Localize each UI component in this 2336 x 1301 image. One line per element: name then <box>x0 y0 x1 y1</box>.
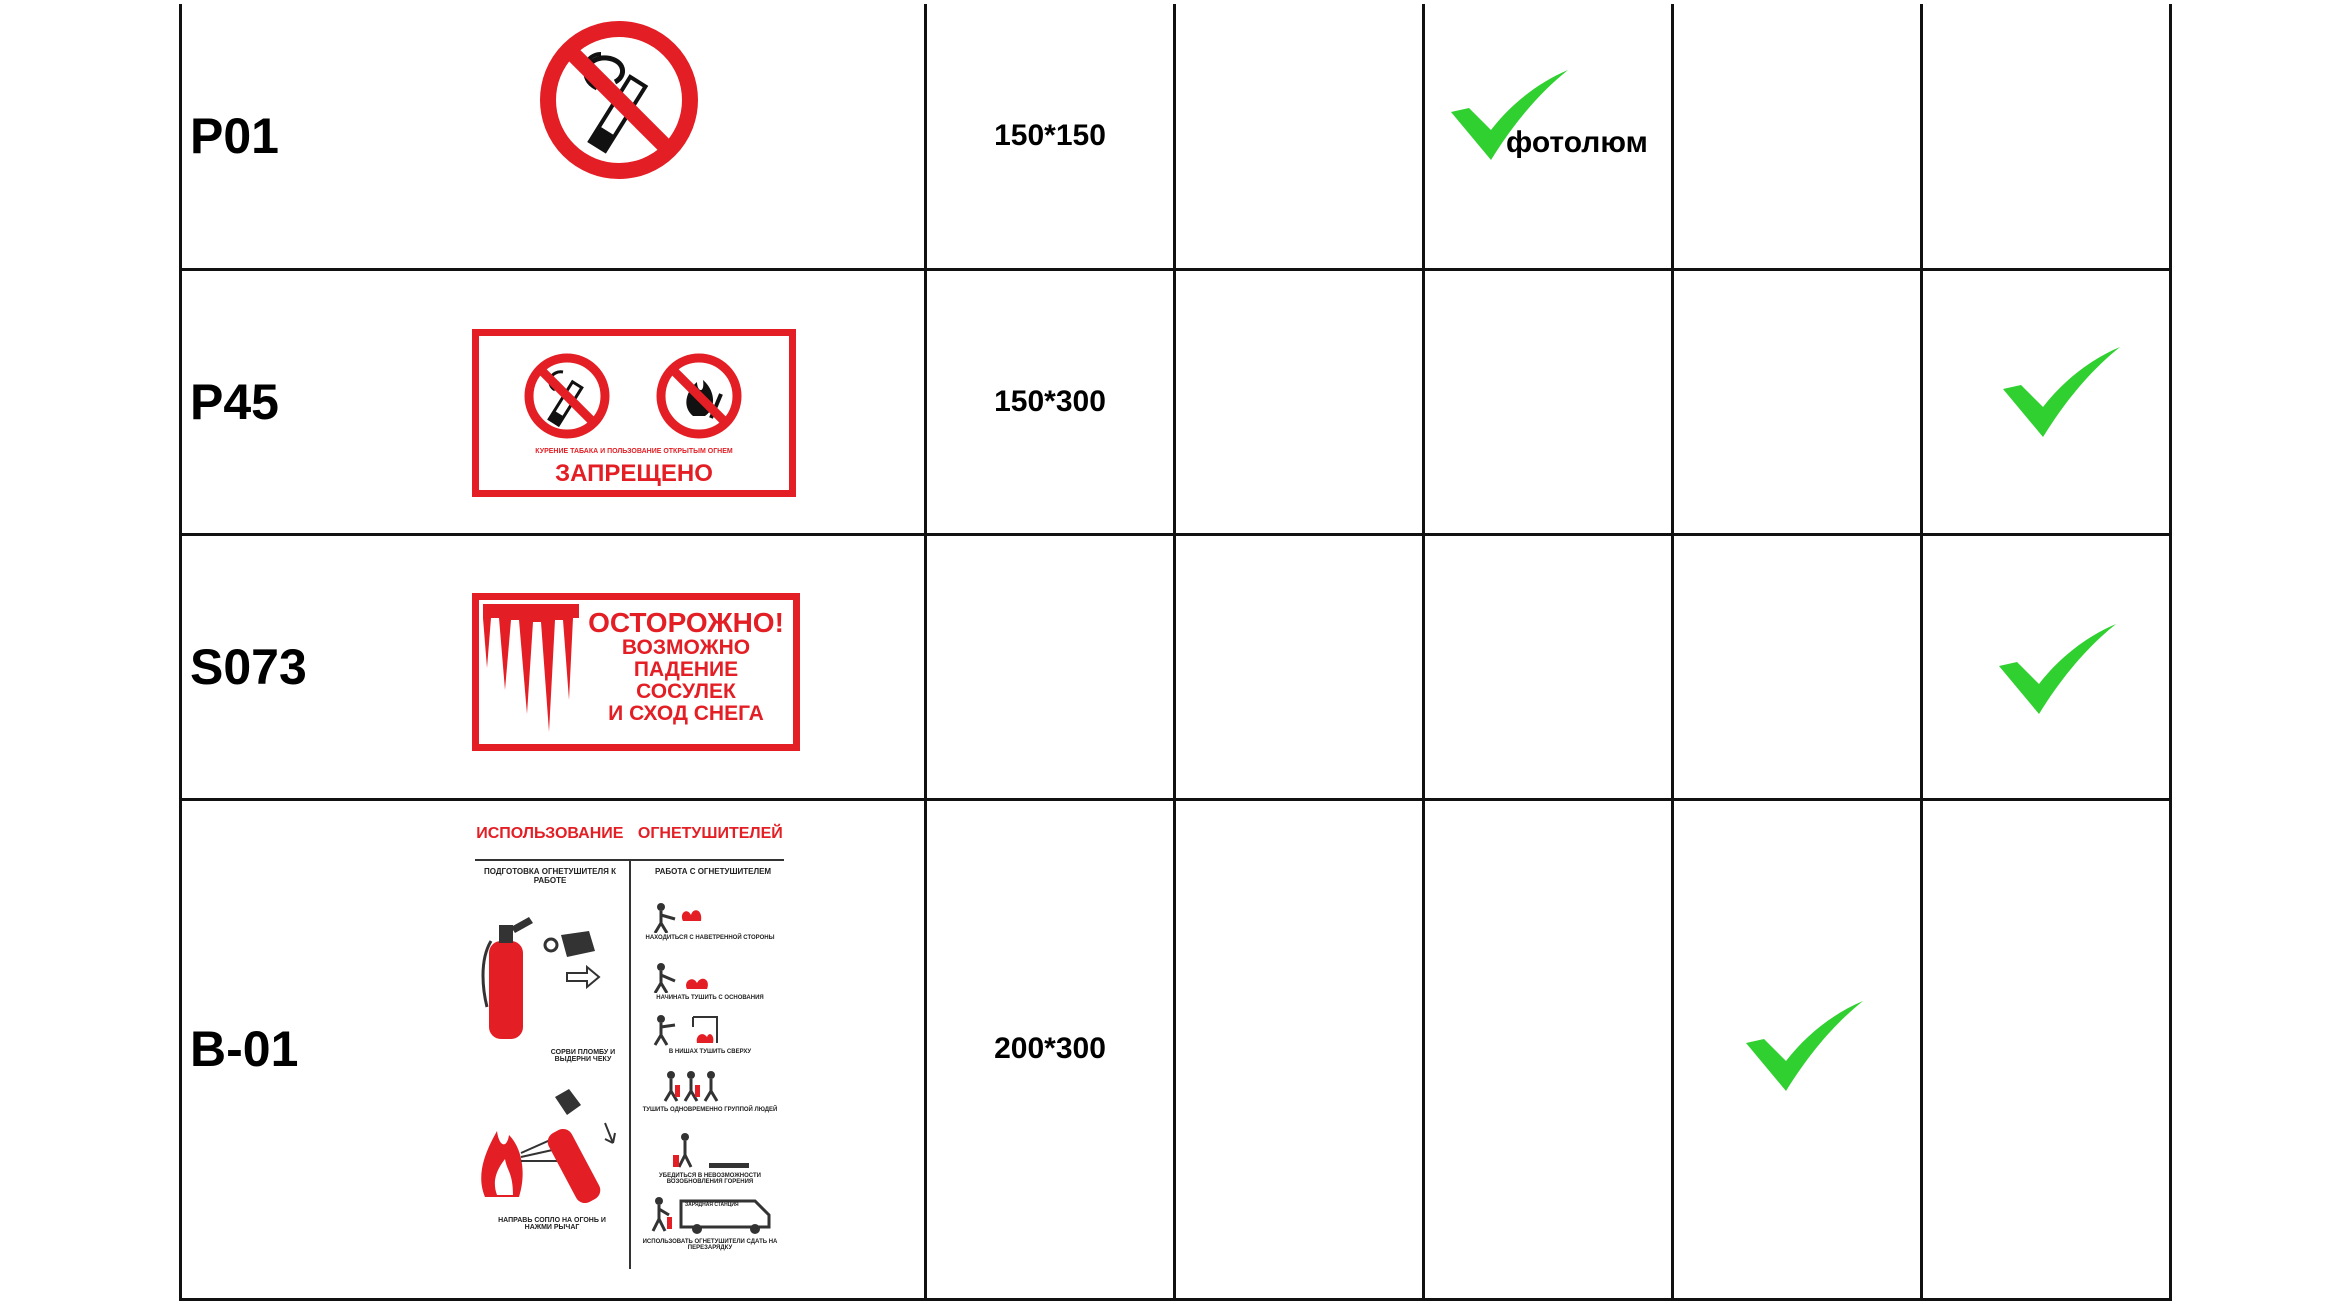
right-step: УБЕДИТЬСЯ В НЕВОЗМОЖНОСТИ ВОЗОБНОВЛЕНИЯ ГОРЕНИЯ <box>659 1172 761 1185</box>
table-row <box>181 534 2171 799</box>
plate-small-text: КУРЕНИЕ ТАБАКА И ПОЛЬЗОВАНИЕ ОТКРЫТЫМ ОГНЕМ <box>535 447 733 455</box>
step-figure-icon <box>653 903 773 933</box>
size-cell: 200*300 <box>926 799 1175 1299</box>
size-cell: 150*150 <box>926 4 1175 269</box>
mark-cell-6 <box>1922 799 2171 1299</box>
mark-cell-3 <box>1175 4 1424 269</box>
mark-cell-6 <box>1922 534 2171 799</box>
left-column-header: ПОДГОТОВКА ОГНЕТУШИТЕЛЯ К РАБОТЕ <box>483 866 616 885</box>
left-step: СОРВИ ПЛОМБУ И ВЫДЕРНИ ЧЕКУ <box>550 1048 616 1063</box>
table-row <box>181 4 2171 269</box>
mark-cell-4 <box>1424 534 1673 799</box>
size-cell: 150*300 <box>926 269 1175 534</box>
sign-code: P01 <box>190 107 279 164</box>
green-check-icon <box>1742 999 1867 1094</box>
mark-cell-5 <box>1673 799 1922 1299</box>
warning-line: ПАДЕНИЕ СОСУЛЕК <box>633 657 739 703</box>
mark-cell-4 <box>1424 4 1673 269</box>
right-column-header: РАБОТА С ОГНЕТУШИТЕЛЕМ <box>654 866 772 876</box>
step-figure-icon <box>653 963 773 993</box>
no-smoking-round-sign <box>537 18 701 182</box>
plate-big-text: ЗАПРЕЩЕНО <box>555 459 713 487</box>
mark-cell-3 <box>1175 534 1424 799</box>
no-smoking-no-fire-plate <box>472 329 796 497</box>
right-step: В НИШАХ ТУШИТЬ СВЕРХУ <box>668 1048 752 1055</box>
green-check-icon <box>1995 622 2120 717</box>
warning-line: ВОЗМОЖНО <box>621 635 751 659</box>
poster-column-divider <box>629 859 631 1269</box>
sign-cell <box>181 534 926 799</box>
icicles-icon <box>483 604 579 736</box>
mark-cell-3 <box>1175 799 1424 1299</box>
mark-cell-5 <box>1673 4 1922 269</box>
sign-code: B-01 <box>190 1021 299 1077</box>
mark-cell-4 <box>1424 799 1673 1299</box>
mark-cell-6 <box>1922 269 2171 534</box>
right-step: НАХОДИТЬСЯ С НАВЕТРЕННОЙ СТОРОНЫ <box>645 934 775 941</box>
warning-heading: ОСТОРОЖНО! <box>588 606 784 638</box>
table-row <box>181 269 2171 534</box>
extinguisher-poster <box>467 819 792 1281</box>
size-cell <box>926 534 1175 799</box>
icicles-warning-sign <box>472 593 800 751</box>
step-figure-icon <box>653 1013 773 1047</box>
sign-cell <box>181 269 926 534</box>
spray-fire-icon <box>477 1087 625 1207</box>
warning-line: И СХОД СНЕГА <box>608 702 764 726</box>
icicles-text-block <box>583 608 789 726</box>
sign-code: S073 <box>190 638 307 695</box>
right-step: НАЧИНАТЬ ТУШИТЬ С ОСНОВАНИЯ <box>656 994 764 1001</box>
right-step: ТУШИТЬ ОДНОВРЕМЕННО ГРУППОЙ ЛЮДЕЙ <box>642 1106 778 1113</box>
signs-table <box>179 4 2172 1301</box>
mark-cell-6 <box>1922 4 2171 269</box>
green-check-icon <box>1999 345 2124 440</box>
charging-van-icon <box>651 1195 781 1235</box>
van-label: ЗАРЯДНАЯ СТАНЦИЯ <box>685 1201 739 1208</box>
mark-cell-4 <box>1424 269 1673 534</box>
right-step: ИСПОЛЬЗОВАТЬ ОГНЕТУШИТЕЛИ СДАТЬ НА ПЕРЕЗАРЯДКУ <box>642 1238 778 1251</box>
signs-table-sheet <box>179 4 2172 1299</box>
extinguisher-icon <box>481 911 621 1041</box>
poster-title-left: ИСПОЛЬЗОВАНИЕ <box>476 824 624 842</box>
no-open-fire-icon <box>653 350 745 442</box>
mark-cell-5 <box>1673 269 1922 534</box>
poster-title-right: ОГНЕТУШИТЕЛЕЙ <box>637 824 783 842</box>
sign-inner-panel <box>479 600 793 744</box>
table-row <box>181 799 2171 1299</box>
mark-cell-5 <box>1673 534 1922 799</box>
sign-code: P45 <box>190 373 279 430</box>
poster-title <box>467 825 792 843</box>
step-figure-icon <box>665 1131 765 1171</box>
sign-cell <box>181 4 926 269</box>
mark-cell-3 <box>1175 269 1424 534</box>
no-smoking-icon <box>521 350 613 442</box>
check-note: фотолюм <box>1506 126 1648 159</box>
sign-cell <box>181 799 926 1299</box>
step-group-icon <box>661 1069 771 1103</box>
left-step: НАПРАВЬ СОПЛО НА ОГОНЬ И НАЖМИ РЫЧАГ <box>498 1216 606 1231</box>
